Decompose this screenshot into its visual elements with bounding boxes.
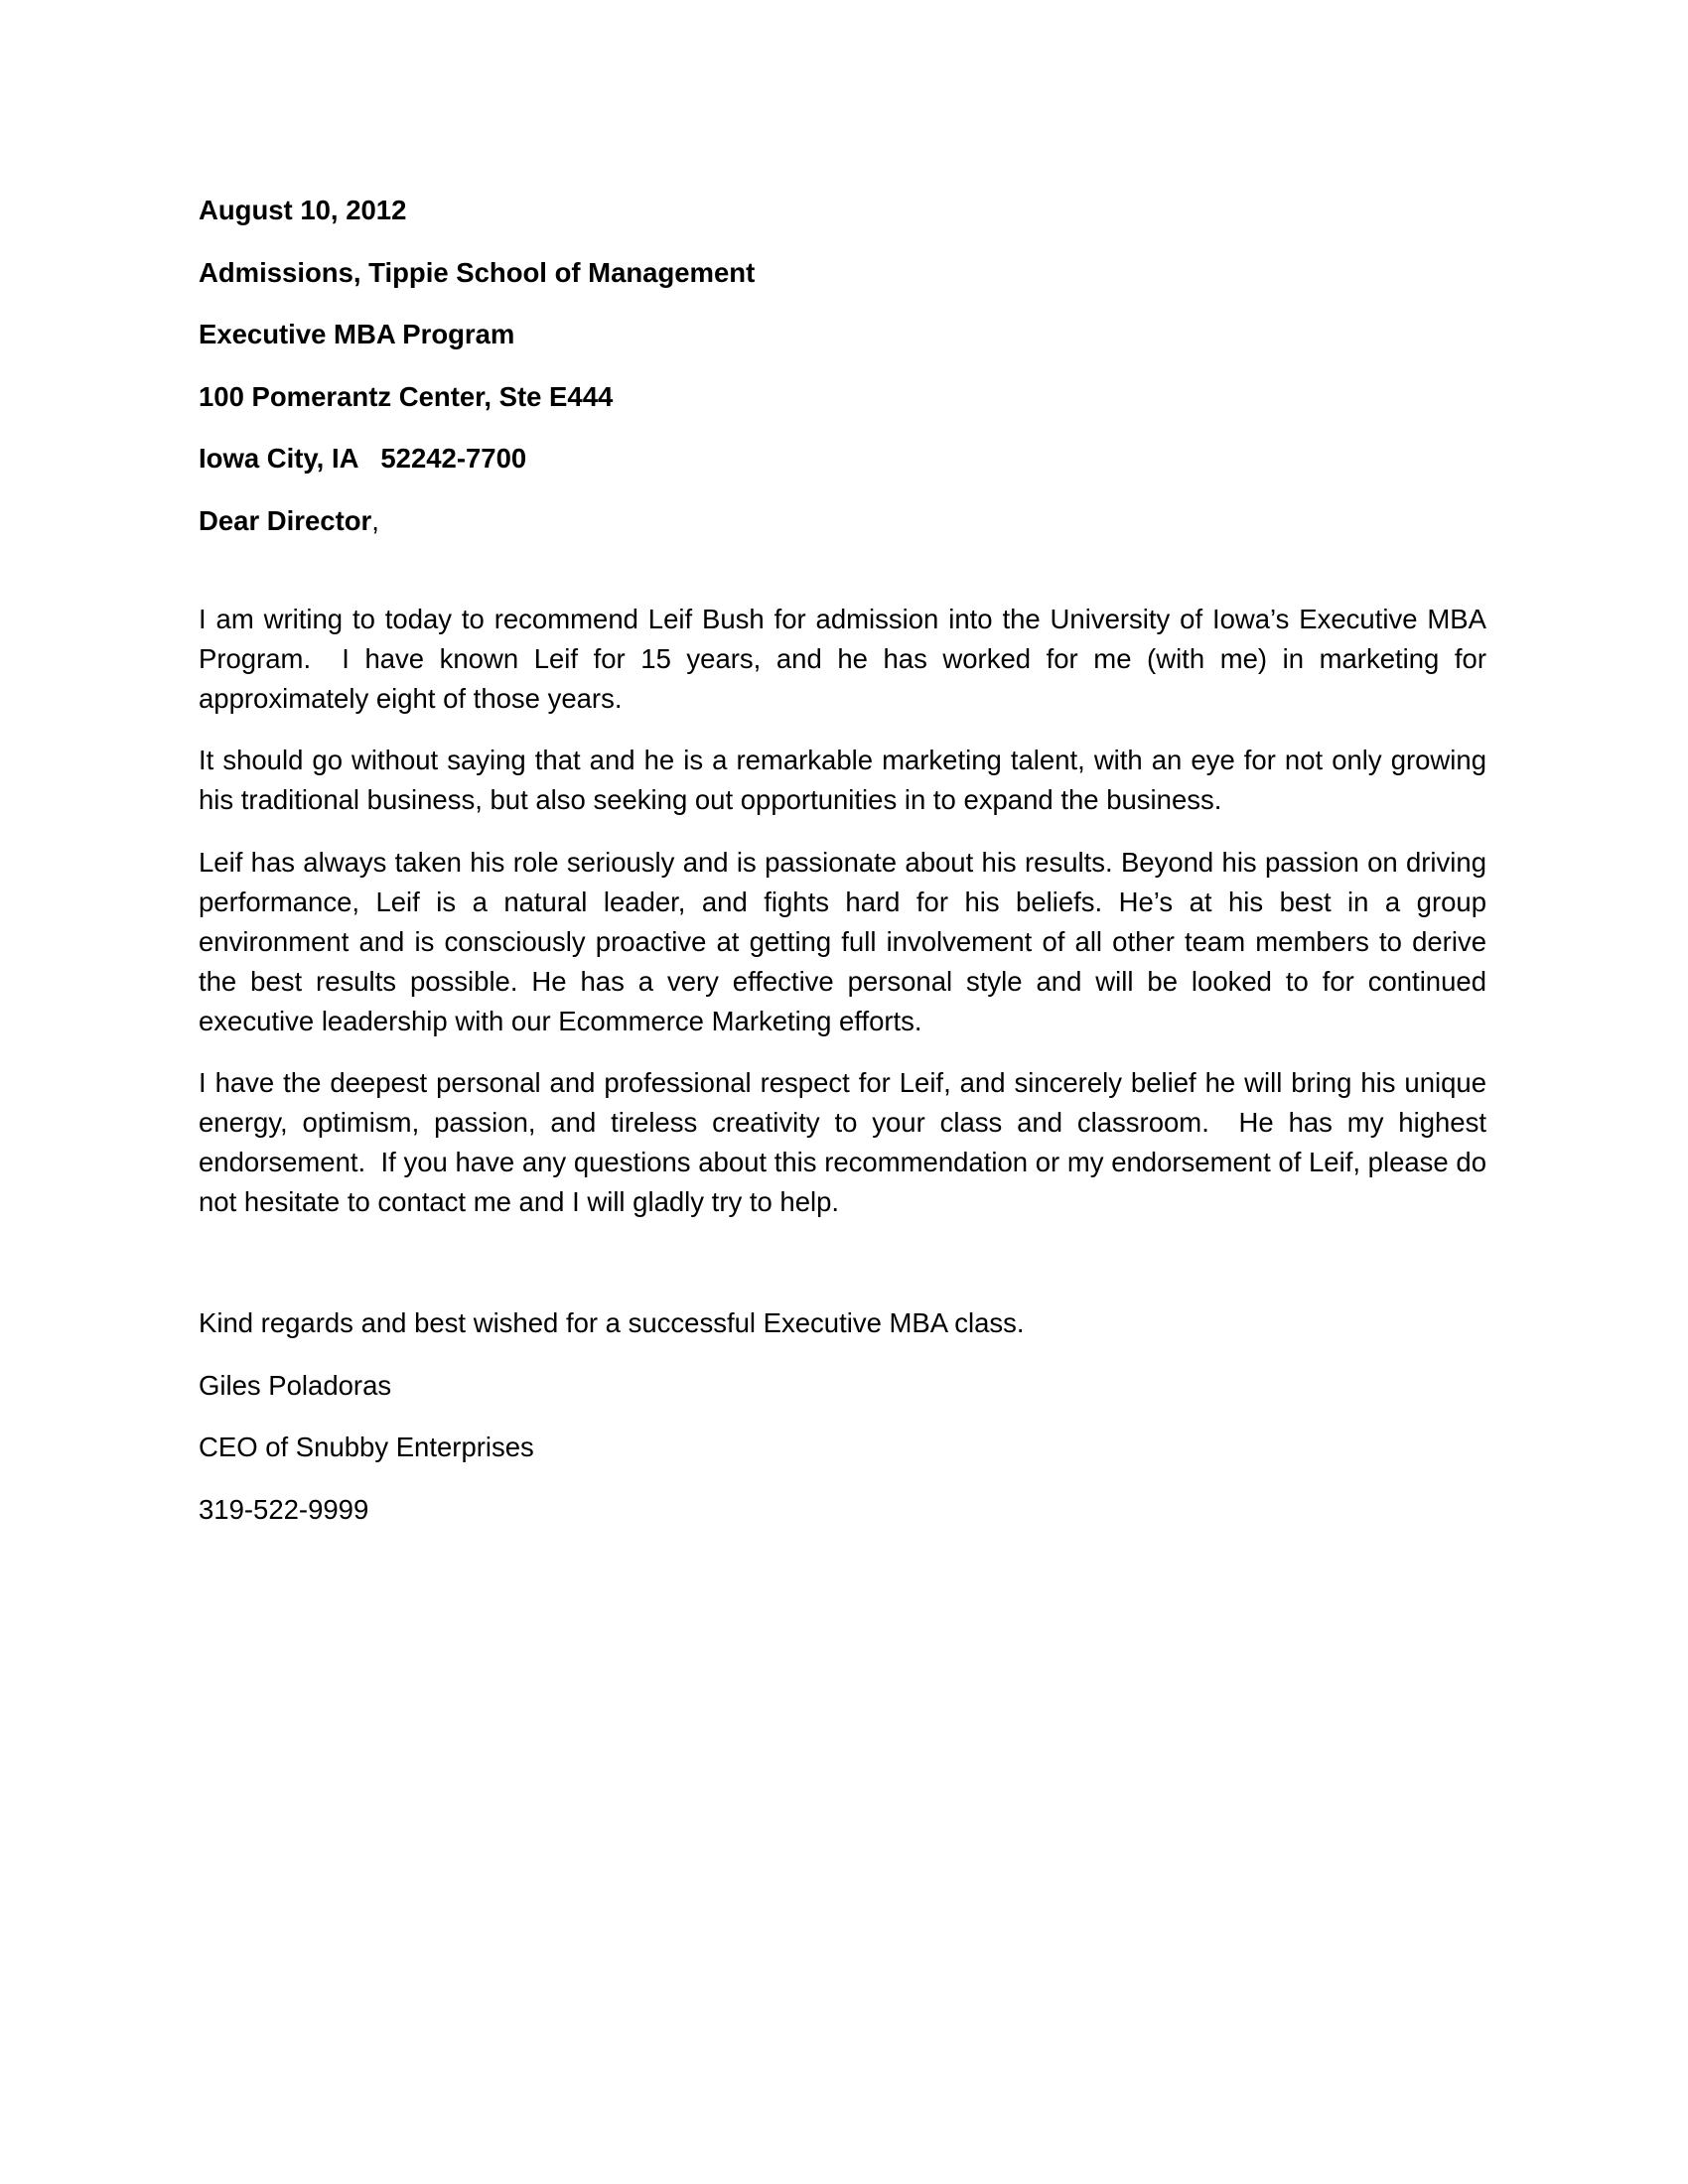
salutation-punctuation: , [371,504,379,536]
paragraph-intro: I am writing to today to recommend Leif Bush for admission into the University of Iowa’s Executive MBA Program. I have known Leif for 15 years, and he has worked for me (with me) in marketing for approximately eight of those years. [199,603,1494,714]
paragraph-endorsement: I have the deepest personal and professional respect for Leif, and sincerely belief he will bring his unique energy, optimism, passion, and tireless creativity to your class and classroom. He has my highest endorsement. If you have any questions about this recommendation or my endorsement of Leif, please do not hesitate to contact me and I will gladly try to help. [199,1067,1494,1217]
recipient-line-organization: Admissions, Tippie School of Management [199,256,756,288]
recipient-line-program: Executive MBA Program [199,319,515,349]
signature-title: CEO of Snubby Enterprises [199,1432,534,1462]
closing-block [199,1303,1486,1530]
recipient-line-city: Iowa City, IA 52242-7700 [199,443,527,474]
salutation-name: Dear Director [199,504,372,536]
closing-line: Kind regards and best wished for a successful Executive MBA class. [199,1307,1025,1338]
signature-phone: 319-522-9999 [199,1493,369,1525]
paragraph-leadership: Leif has always taken his role seriously and is passionate about his results. Beyond his passion on driving performance, Leif is a natural leader, and fights hard for his beliefs. He’s at his best in a group environment and is consciously proactive at getting full involvement of all other team members to derive the best results possible. He has a very effective personal style and will be looked to for continued executive leadership with our Ecommerce Marketing efforts. [199,846,1494,1036]
salutation [199,501,1486,541]
letter-date: August 10, 2012 [199,195,407,225]
recipient-line-street: 100 Pomerantz Center, Ste E444 [199,380,614,412]
paragraph-talent: It should go without saying that and he is a remarkable marketing talent, with an eye for not only growing his traditional business, but also seeking out opportunities in to expand the business. [199,745,1494,815]
letter-body [199,191,1494,1552]
signature-name: Giles Poladoras [199,1369,392,1401]
letter-paragraphs [199,600,1494,1223]
